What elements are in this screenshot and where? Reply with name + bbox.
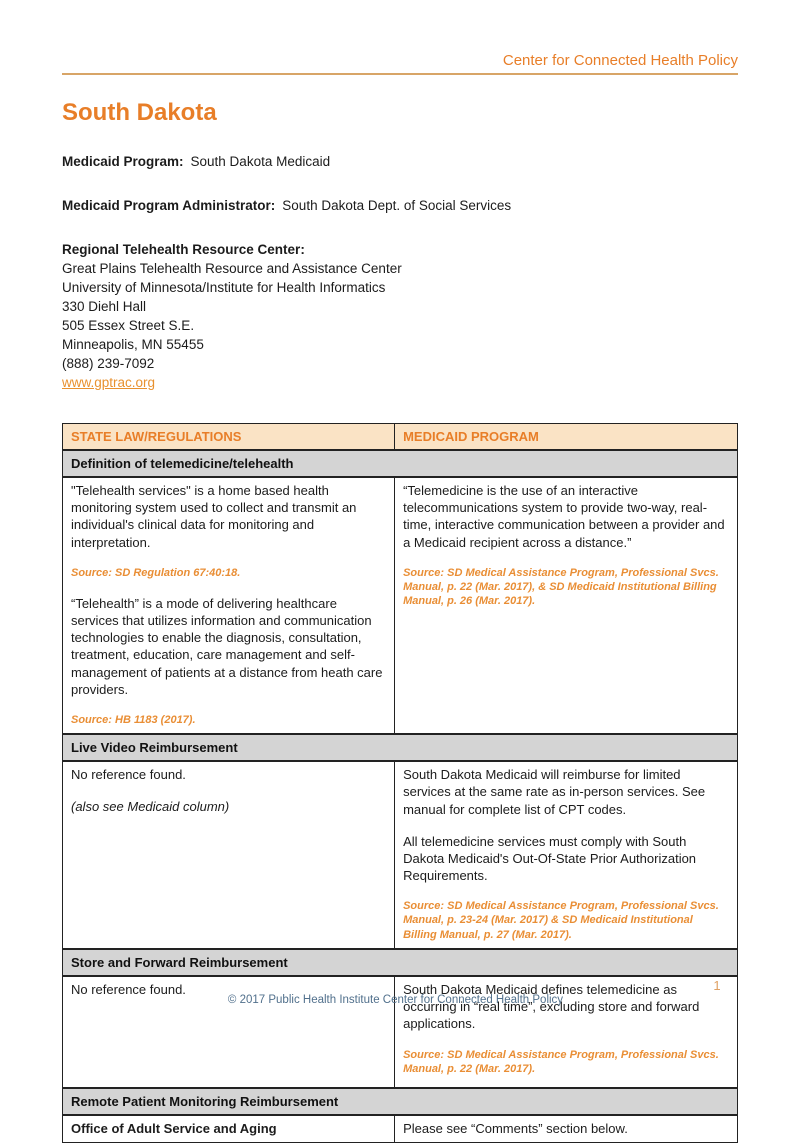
rtrc-line: 330 Diehl Hall — [62, 299, 147, 315]
header-brand: Center for Connected Health Policy — [502, 52, 738, 69]
source-citation: Source: SD Medical Assistance Program, Professional Svcs. Manual, p. 22 (Mar. 2017). — [403, 1048, 719, 1075]
medicaid-program-label: Medicaid Program: — [62, 154, 184, 169]
paragraph: (also see Medicaid column) — [71, 799, 230, 815]
cell-office-comments-note: Please see “Comments” section below. — [395, 1115, 738, 1143]
source-citation: Source: SD Medical Assistance Program, Professional Svcs. Manual, p. 22 (Mar. 2017), & SD Medicaid Institutional Billing Manual, p. 26 (Mar. 2017). — [403, 566, 719, 608]
paragraph: South Dakota Medicaid will reimburse for limited services at the same rate as in-person services. See manual for complete list of CPT codes. — [403, 767, 706, 817]
table-row — [63, 976, 738, 1088]
paragraph: No reference found. — [71, 767, 186, 783]
source-citation: Source: SD Regulation 67:40:18. — [71, 566, 241, 579]
policy-table — [62, 423, 738, 1143]
section-header-definition: Definition of telemedicine/telehealth — [63, 450, 738, 477]
paragraph: “Telehealth” is a mode of delivering healthcare services that utilizes information and communication technologies to enable the diagnosis, consultation, treatment, education, care management and self-management of patients at a distance from heath care providers. — [71, 596, 383, 697]
source-citation: Source: HB 1183 (2017). — [71, 713, 196, 726]
rtrc-label: Regional Telehealth Resource Center: — [62, 242, 305, 258]
administrator-line — [62, 197, 738, 215]
rtrc-link[interactable]: www.gptrac.org — [62, 375, 156, 391]
table-row — [63, 477, 738, 734]
paragraph: South Dakota Medicaid defines telemedicine as occurring in “real time”, excluding store and forward applications. — [403, 982, 700, 1032]
paragraph: All telemedicine services must comply with South Dakota Medicaid's Out-Of-State Prior Authorization Requirements. — [403, 833, 697, 884]
rtrc-line: Minneapolis, MN 55455 — [62, 337, 204, 353]
table-row — [63, 761, 738, 949]
column-header-medicaid: MEDICAID PROGRAM — [395, 424, 738, 451]
section-row-live-video — [63, 734, 738, 761]
source-citation: Source: SD Medical Assistance Program, Professional Svcs. Manual, p. 23-24 (Mar. 2017) & SD Medicaid Institutional Billing Manual, p. 27 (Mar. 2017). — [403, 900, 719, 941]
cell-definition-medicaid — [395, 477, 738, 734]
section-row-rpm — [63, 1088, 738, 1115]
medicaid-program-value: South Dakota Medicaid — [190, 154, 331, 169]
cell-office-adult-service: Office of Adult Service and Aging — [63, 1115, 395, 1143]
cell-store-forward-state-law — [63, 976, 395, 1088]
section-row-definition — [63, 450, 738, 477]
rtrc-block — [62, 240, 738, 392]
rtrc-line: Great Plains Telehealth Resource and Assistance Center — [62, 261, 402, 277]
section-header-live-video: Live Video Reimbursement — [63, 734, 738, 761]
rtrc-line: University of Minnesota/Institute for Health Informatics — [62, 280, 386, 296]
document-page — [62, 0, 738, 1143]
table-header-row — [63, 424, 738, 451]
administrator-label: Medicaid Program Administrator: — [62, 197, 276, 213]
page-title: South Dakota — [62, 99, 217, 126]
cell-live-video-medicaid — [395, 761, 738, 949]
cell-live-video-state-law — [63, 761, 395, 949]
footer-copyright: © 2017 Public Health Institute Center for Connected Health Policy — [227, 994, 564, 1006]
administrator-value: South Dakota Dept. of Social Services — [282, 197, 512, 213]
section-header-rpm: Remote Patient Monitoring Reimbursement — [63, 1088, 738, 1115]
section-header-store-forward: Store and Forward Reimbursement — [63, 949, 738, 976]
cell-definition-state-law — [63, 477, 395, 734]
paragraph: “Telemedicine is the use of an interactive telecommunications system to provide two-way, real-time, interactive communication between a provider and a Medicaid recipient across a distance.” — [403, 483, 725, 550]
table-row — [63, 1115, 738, 1143]
section-row-store-forward — [63, 949, 738, 976]
paragraph: No reference found. — [71, 982, 186, 998]
page-number: 1 — [713, 978, 721, 993]
header-rule — [62, 73, 738, 75]
paragraph: "Telehealth services" is a home based health monitoring system used to collect and transmit an individual's clinical data for monitoring and interpretation. — [71, 483, 357, 550]
rtrc-line: 505 Essex Street S.E. — [62, 318, 195, 334]
column-header-state-law: STATE LAW/REGULATIONS — [63, 424, 395, 451]
medicaid-program-line — [62, 153, 738, 171]
rtrc-line: (888) 239-7092 — [62, 356, 155, 372]
cell-store-forward-medicaid — [395, 976, 738, 1088]
